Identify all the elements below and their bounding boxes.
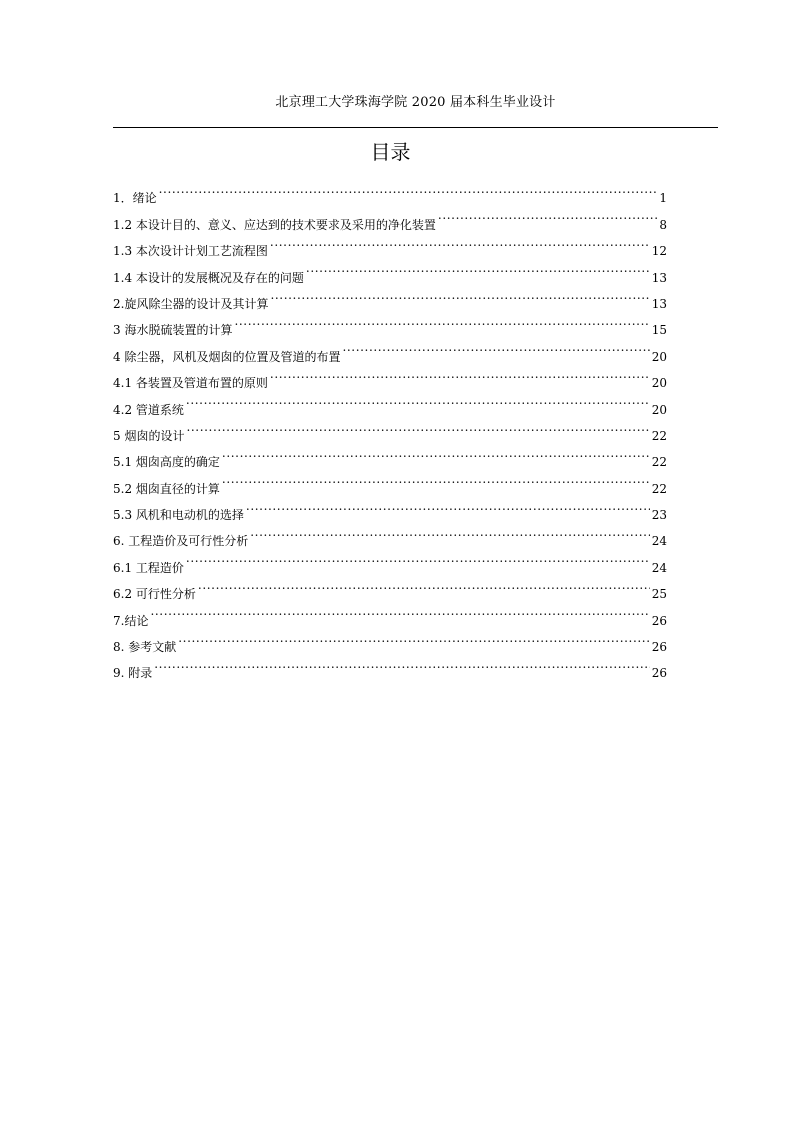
dot-leader <box>154 651 649 677</box>
toc-entry[interactable] <box>113 545 667 575</box>
dot-leader <box>270 282 649 308</box>
dot-leader <box>186 387 650 413</box>
toc-entry-page: 25 <box>651 587 667 602</box>
dot-leader <box>250 519 649 545</box>
dot-leader <box>178 625 649 651</box>
dot-leader <box>246 493 650 519</box>
toc-entry[interactable] <box>113 651 667 681</box>
running-header: 北京理工大学珠海学院 2020 届本科生毕业设计 <box>275 95 556 110</box>
dot-leader <box>270 229 650 255</box>
toc-entry-label: 5.3 风机和电动机的选择 <box>113 508 244 523</box>
toc-entry-page: 20 <box>651 376 667 391</box>
dot-leader <box>186 545 650 571</box>
toc-entry-page: 15 <box>651 323 667 338</box>
toc-entry-label: 1.4 本设计的发展概况及存在的问题 <box>113 270 304 285</box>
dot-leader <box>270 361 650 387</box>
toc-list <box>113 176 667 681</box>
dot-leader <box>306 255 650 281</box>
toc-entry-label: 7.结论 <box>113 613 149 628</box>
toc-title: 目录 <box>370 140 411 164</box>
toc-entry-page: 23 <box>651 508 667 523</box>
toc-entry-page: 22 <box>651 428 667 443</box>
toc-entry[interactable] <box>113 387 667 417</box>
toc-entry-label: 5.1 烟囱高度的确定 <box>113 455 220 470</box>
toc-entry[interactable] <box>113 440 667 470</box>
dot-leader <box>186 414 649 440</box>
toc-entry-label: 8. 参考文献 <box>113 640 177 655</box>
toc-entry[interactable] <box>113 414 667 443</box>
dot-leader <box>342 334 649 360</box>
dot-leader <box>222 440 650 466</box>
toc-entry-page: 8 <box>659 217 667 232</box>
toc-entry-page: 13 <box>651 270 667 285</box>
toc-entry-page: 13 <box>651 296 667 311</box>
dot-leader <box>222 466 650 492</box>
toc-entry-page: 24 <box>651 560 667 575</box>
header-divider <box>113 127 718 128</box>
toc-entry-label: 9. 附录 <box>113 666 153 681</box>
dot-leader <box>438 202 657 228</box>
dot-leader <box>150 598 649 624</box>
toc-entry-page: 1 <box>659 191 667 206</box>
toc-entry-label: 4 除尘器，风机及烟囱的位置及管道的布置 <box>113 349 341 364</box>
toc-entry-page: 26 <box>651 613 667 628</box>
toc-entry-page: 20 <box>651 349 667 364</box>
toc-entry-page: 22 <box>651 455 667 470</box>
toc-entry[interactable] <box>113 202 667 232</box>
toc-entry-page: 24 <box>651 534 667 549</box>
toc-entry-label: 6.2 可行性分析 <box>113 587 196 602</box>
toc-entry-label: 4.2 管道系统 <box>113 402 184 417</box>
toc-entry-label: 3 海水脱硫装置的计算 <box>113 323 233 338</box>
toc-entry[interactable] <box>113 176 667 206</box>
toc-entry-label: 1.2 本设计目的、意义、应达到的技术要求及采用的净化装置 <box>113 217 436 232</box>
toc-entry-label: 5.2 烟囱直径的计算 <box>113 481 220 496</box>
dot-leader <box>198 572 650 598</box>
toc-entry-page: 20 <box>651 402 667 417</box>
toc-entry-label: 6. 工程造价及可行性分析 <box>113 534 249 549</box>
toc-entry-page: 22 <box>651 481 667 496</box>
toc-entry[interactable] <box>113 625 667 655</box>
toc-entry[interactable] <box>113 572 667 602</box>
toc-entry-label: 5 烟囱的设计 <box>113 428 185 443</box>
toc-entry-label: 2.旋风除尘器的设计及其计算 <box>113 296 269 311</box>
toc-entry-page: 26 <box>651 666 667 681</box>
toc-entry-page: 12 <box>651 244 667 259</box>
toc-entry-label: 4.1 各装置及管道布置的原则 <box>113 376 268 391</box>
toc-entry-label: 6.1 工程造价 <box>113 560 184 575</box>
dot-leader <box>159 176 658 202</box>
toc-entry-label: 1.3 本次设计计划工艺流程图 <box>113 244 268 259</box>
toc-entry-label: 1．绪论 <box>113 191 157 206</box>
toc-entry[interactable] <box>113 598 667 628</box>
dot-leader <box>234 308 649 334</box>
toc-entry-page: 26 <box>651 640 667 655</box>
